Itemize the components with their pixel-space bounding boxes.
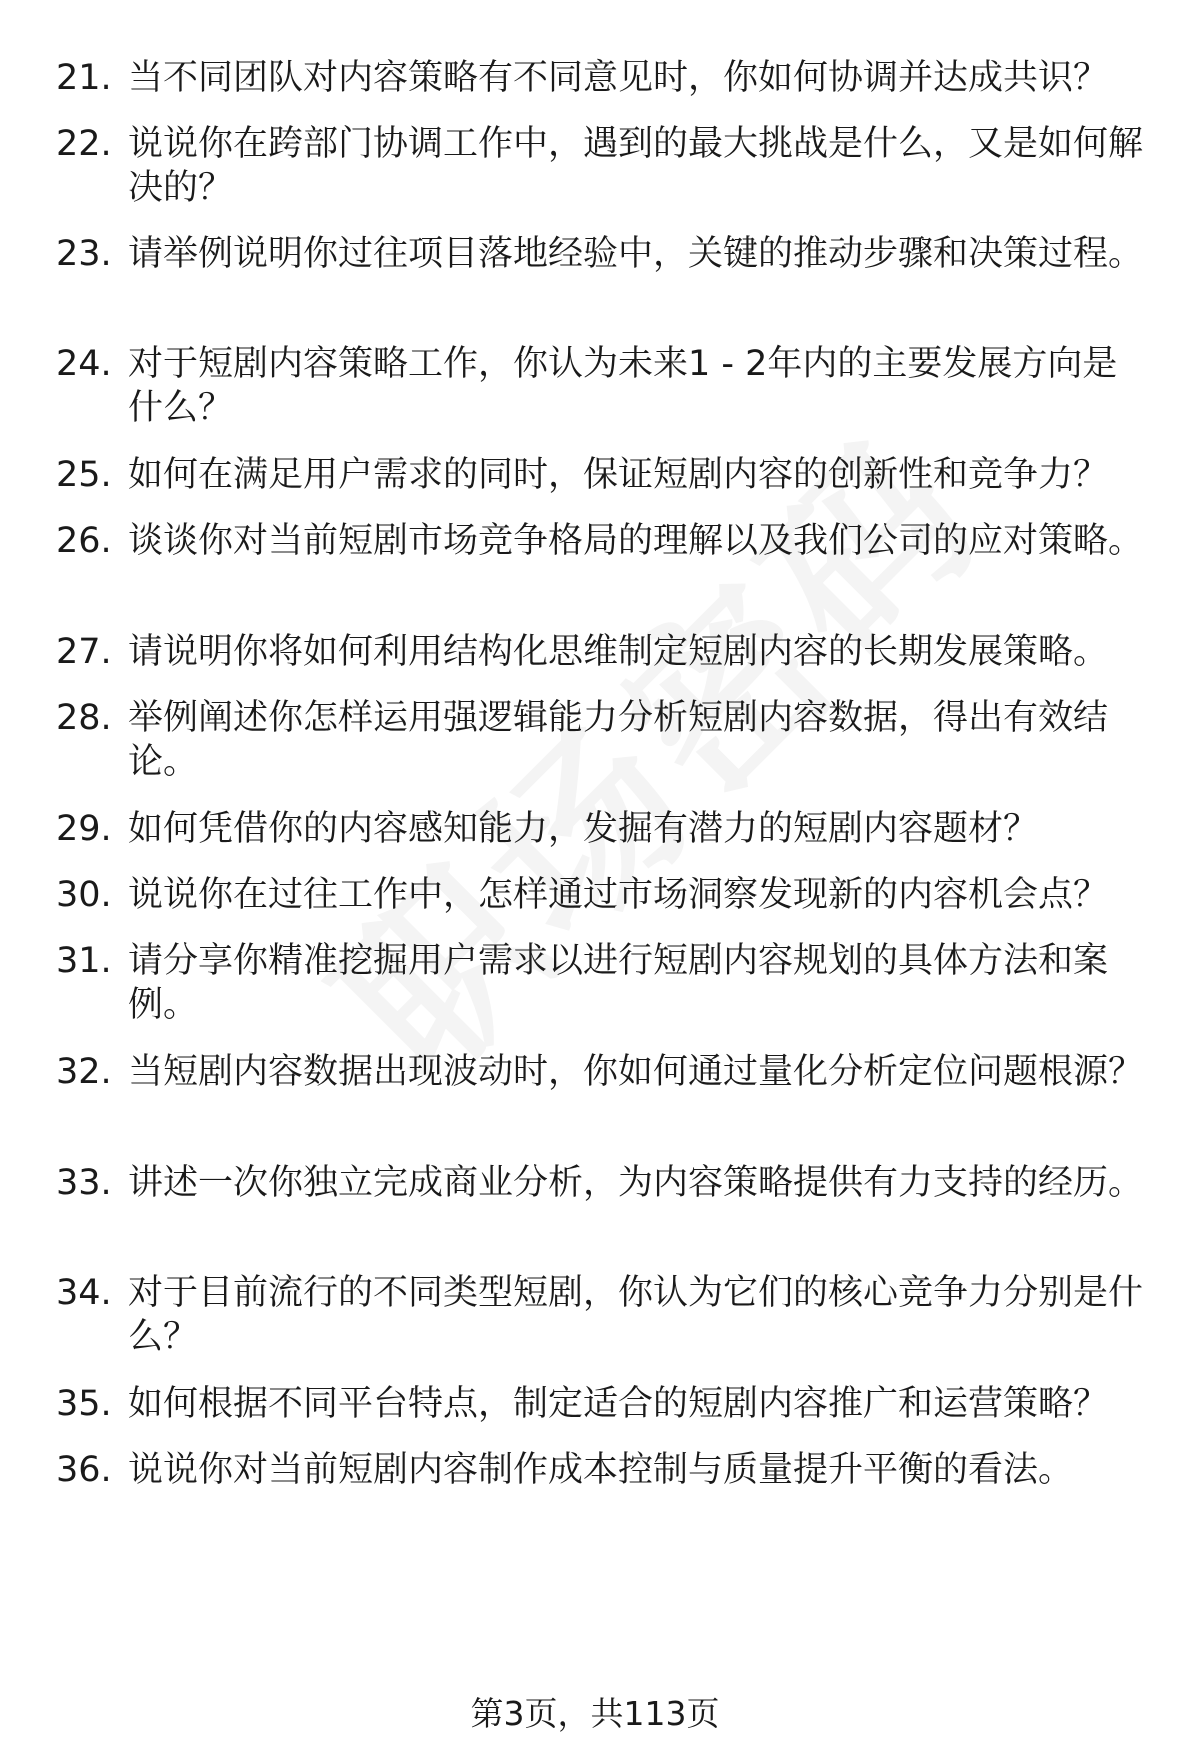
question-item [56,1448,1146,1492]
question-text: 讲述一次你独立完成商业分析，为内容策略提供有力支持的经历。 [128,1163,1144,1203]
question-item [56,1161,1146,1205]
question-number: 23. [56,234,112,274]
question-item [56,696,1146,784]
question-item [56,342,1146,430]
question-number: 31. [56,941,112,981]
question-text: 谈谈你对当前短剧市场竞争格局的理解以及我们公司的应对策略。 [128,521,1144,561]
question-number: 28. [56,698,112,738]
question-text: 如何在满足用户需求的同时，保证短剧内容的创新性和竞争力？ [128,455,1109,495]
question-text: 当短剧内容数据出现波动时，你如何通过量化分析定位问题根源？ [128,1052,1144,1092]
question-text: 对于目前流行的不同类型短剧，你认为它们的核心竞争力分别是什么？ [128,1273,1144,1357]
question-item [56,1382,1146,1426]
question-text: 当不同团队对内容策略有不同意见时，你如何协调并达成共识？ [128,58,1109,98]
question-item [56,232,1146,276]
question-item [56,807,1146,851]
question-number: 35. [56,1384,112,1424]
question-item [56,122,1146,210]
page-number-footer: 第3页，共113页 [470,1694,720,1733]
question-text: 说说你在过往工作中，怎样通过市场洞察发现新的内容机会点？ [128,875,1109,915]
question-item [56,939,1146,1027]
question-text: 说说你对当前短剧内容制作成本控制与质量提升平衡的看法。 [128,1450,1074,1490]
question-number: 25. [56,455,112,495]
question-number: 29. [56,809,112,849]
question-text: 请举例说明你过往项目落地经验中，关键的推动步骤和决策过程。 [128,234,1144,274]
question-item [56,453,1146,497]
question-text: 请分享你精准挖掘用户需求以进行短剧内容规划的具体方法和案例。 [128,941,1109,1025]
question-number: 27. [56,632,112,672]
question-text: 如何凭借你的内容感知能力，发掘有潜力的短剧内容题材？ [128,809,1039,849]
question-text: 说说你在跨部门协调工作中，遇到的最大挑战是什么，又是如何解决的？ [128,124,1144,208]
question-item [56,56,1146,100]
question-number: 26. [56,521,112,561]
question-number: 30. [56,875,112,915]
question-number: 36. [56,1450,112,1490]
question-text: 请说明你将如何利用结构化思维制定短剧内容的长期发展策略。 [128,632,1109,672]
question-item [56,1050,1146,1094]
question-number: 24. [56,344,112,384]
question-item [56,873,1146,917]
question-item [56,630,1146,674]
question-number: 33. [56,1163,112,1203]
question-text: 对于短剧内容策略工作，你认为未来1 - 2年内的主要发展方向是什么？ [128,344,1118,428]
question-text: 举例阐述你怎样运用强逻辑能力分析短剧内容数据，得出有效结论。 [128,698,1109,782]
question-number: 22. [56,124,112,164]
question-number: 34. [56,1273,112,1313]
question-text: 如何根据不同平台特点，制定适合的短剧内容推广和运营策略？ [128,1384,1109,1424]
question-item [56,1271,1146,1359]
question-number: 32. [56,1052,112,1092]
question-item [56,519,1146,563]
question-number: 21. [56,58,112,98]
